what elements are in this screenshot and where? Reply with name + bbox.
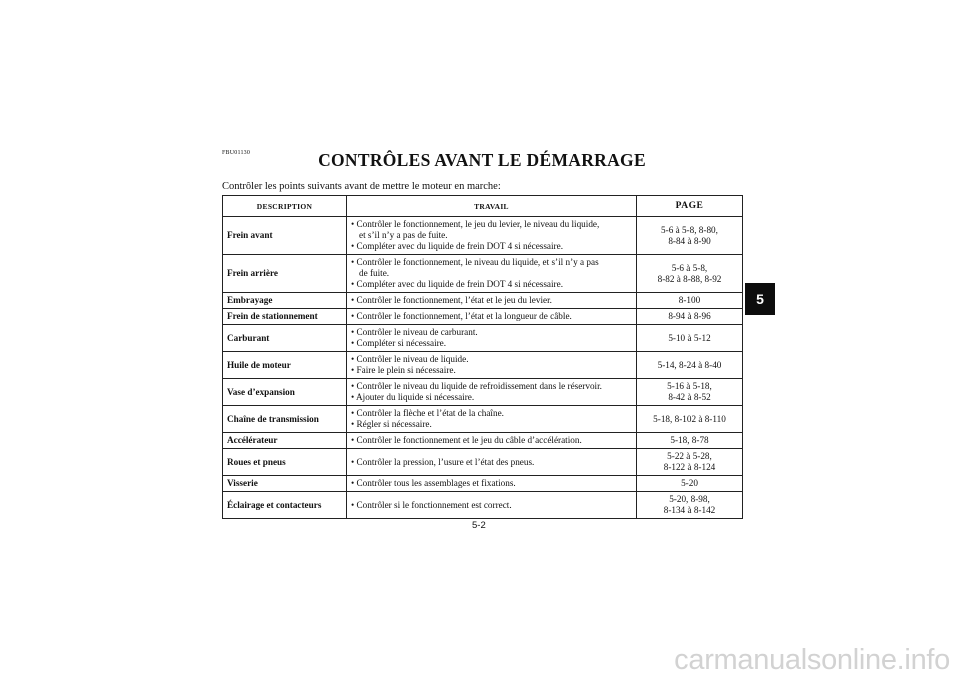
task-item [351, 381, 632, 392]
page-ref-line: 5-22 à 5-28, [667, 451, 712, 461]
task-item [351, 435, 632, 446]
row-description: Frein avant [223, 217, 347, 255]
page-ref-line: 8-94 à 8-96 [668, 311, 711, 321]
task-item [351, 279, 632, 290]
task-item [351, 311, 632, 322]
row-description: Éclairage et contacteurs [223, 492, 347, 519]
row-tasks [347, 352, 637, 379]
row-description: Huile de moteur [223, 352, 347, 379]
row-description: Frein arrière [223, 255, 347, 293]
row-page-ref [637, 293, 743, 309]
row-tasks [347, 476, 637, 492]
page-ref-line: 5-6 à 5-8, 8-80, [661, 224, 718, 235]
row-page-ref [637, 433, 743, 449]
row-tasks [347, 293, 637, 309]
reference-code: FBU01130 [222, 150, 251, 156]
task-line: • Compléter avec du liquide de frein DOT 4 si nécessaire. [351, 279, 563, 289]
task-item [351, 478, 632, 489]
header-description: DESCRIPTION [223, 196, 347, 217]
page-ref-line: 8-42 à 8-52 [668, 392, 711, 402]
task-line: • Faire le plein si nécessaire. [351, 365, 456, 375]
task-line: • Contrôler le niveau de carburant. [351, 327, 478, 337]
task-item [351, 338, 632, 349]
row-page-ref [637, 352, 743, 379]
page-ref-line: 8-82 à 8-88, 8-92 [657, 273, 722, 284]
page-ref-line: 5-14, 8-24 à 8-40 [657, 359, 722, 370]
row-tasks [347, 406, 637, 433]
chapter-tab: 5 [745, 283, 775, 315]
task-line: • Contrôler si le fonctionnement est correct. [351, 499, 512, 510]
task-item [351, 408, 632, 419]
intro-text: Contrôler les points suivants avant de mettre le moteur en marche: [222, 181, 501, 192]
table-row [223, 255, 743, 293]
page-ref-line: 5-10 à 5-12 [668, 332, 711, 343]
row-tasks [347, 449, 637, 476]
table-row [223, 379, 743, 406]
row-description: Chaîne de transmission [223, 406, 347, 433]
row-description: Embrayage [223, 293, 347, 309]
row-tasks [347, 492, 637, 519]
task-line: • Contrôler le fonctionnement et le jeu du câble d’accélération. [351, 435, 582, 445]
row-page-ref [637, 255, 743, 293]
page-ref-line: 5-18, 8-78 [670, 435, 709, 445]
table-row [223, 217, 743, 255]
page-ref-line: 8-100 [678, 295, 701, 305]
task-line: • Contrôler le niveau de liquide. [351, 354, 469, 364]
row-tasks [347, 217, 637, 255]
task-item [351, 241, 632, 252]
row-tasks [347, 433, 637, 449]
task-item [351, 295, 632, 306]
task-line: • Compléter si nécessaire. [351, 338, 447, 348]
page-ref-line: 5-6 à 5-8, [671, 262, 708, 273]
table-row [223, 406, 743, 433]
task-line: • Contrôler tous les assemblages et fixations. [351, 478, 516, 488]
page-title: CONTRÔLES AVANT LE DÉMARRAGE [318, 150, 646, 170]
table-row [223, 492, 743, 519]
table-header-row [223, 196, 743, 217]
row-description: Visserie [223, 476, 347, 492]
task-line: • Contrôler le fonctionnement, le jeu du levier, le niveau du liquide, [351, 219, 600, 229]
page-number: 5-2 [472, 520, 486, 531]
table-row [223, 476, 743, 492]
row-page-ref [637, 379, 743, 406]
header-travail: TRAVAIL [347, 196, 637, 217]
row-page-ref [637, 406, 743, 433]
task-item [351, 354, 632, 365]
row-tasks [347, 309, 637, 325]
row-tasks [347, 255, 637, 293]
task-line: • Contrôler la pression, l’usure et l’état des pneus. [351, 456, 535, 467]
task-line: • Contrôler la flèche et l’état de la chaîne. [351, 408, 504, 418]
task-line: • Ajouter du liquide si nécessaire. [351, 392, 475, 402]
page-ref-line: 5-20 [681, 478, 698, 488]
page-ref-line: 8-122 à 8-124 [663, 462, 716, 472]
header-page: PAGE [637, 196, 743, 217]
table-row [223, 309, 743, 325]
page-ref-line: 8-84 à 8-90 [668, 235, 711, 246]
row-page-ref [637, 325, 743, 352]
row-description: Frein de stationnement [223, 309, 347, 325]
task-item [351, 392, 632, 403]
page-ref-line: 5-20, 8-98, [669, 494, 710, 504]
row-description: Accélérateur [223, 433, 347, 449]
row-page-ref [637, 476, 743, 492]
task-item [351, 419, 632, 430]
page-ref-line: 5-16 à 5-18, [667, 381, 712, 391]
row-tasks [347, 325, 637, 352]
task-line: • Contrôler le fonctionnement, l’état et le jeu du levier. [351, 295, 552, 305]
task-line: • Contrôler le fonctionnement, le niveau du liquide, et s’il n’y a pas [351, 257, 599, 267]
task-item [351, 365, 632, 376]
row-page-ref [637, 449, 743, 476]
task-line: • Régler si nécessaire. [351, 419, 432, 429]
table-body [223, 217, 743, 519]
pre-start-checks-table [222, 195, 743, 519]
page-ref-line: 5-18, 8-102 à 8-110 [653, 413, 726, 424]
row-page-ref [637, 217, 743, 255]
task-line: et s’il n’y a pas de fuite. [359, 230, 448, 240]
task-line: • Compléter avec du liquide de frein DOT 4 si nécessaire. [351, 241, 563, 251]
row-tasks [347, 379, 637, 406]
task-line: • Contrôler le niveau du liquide de refroidissement dans le réservoir. [351, 381, 602, 391]
table-row [223, 352, 743, 379]
row-description: Carburant [223, 325, 347, 352]
table-row [223, 433, 743, 449]
task-item [351, 457, 632, 468]
table-row [223, 325, 743, 352]
row-description: Roues et pneus [223, 449, 347, 476]
task-item [351, 500, 632, 511]
task-line: de fuite. [359, 268, 390, 278]
table-row [223, 293, 743, 309]
watermark: carmanualsonline.info [674, 644, 950, 676]
row-description: Vase d’expansion [223, 379, 347, 406]
row-page-ref [637, 309, 743, 325]
row-page-ref [637, 492, 743, 519]
page-ref-line: 8-134 à 8-142 [663, 505, 716, 515]
task-line: • Contrôler le fonctionnement, l’état et la longueur de câble. [351, 311, 572, 321]
table-row [223, 449, 743, 476]
task-item [351, 219, 632, 241]
task-item [351, 257, 632, 279]
task-item [351, 327, 632, 338]
